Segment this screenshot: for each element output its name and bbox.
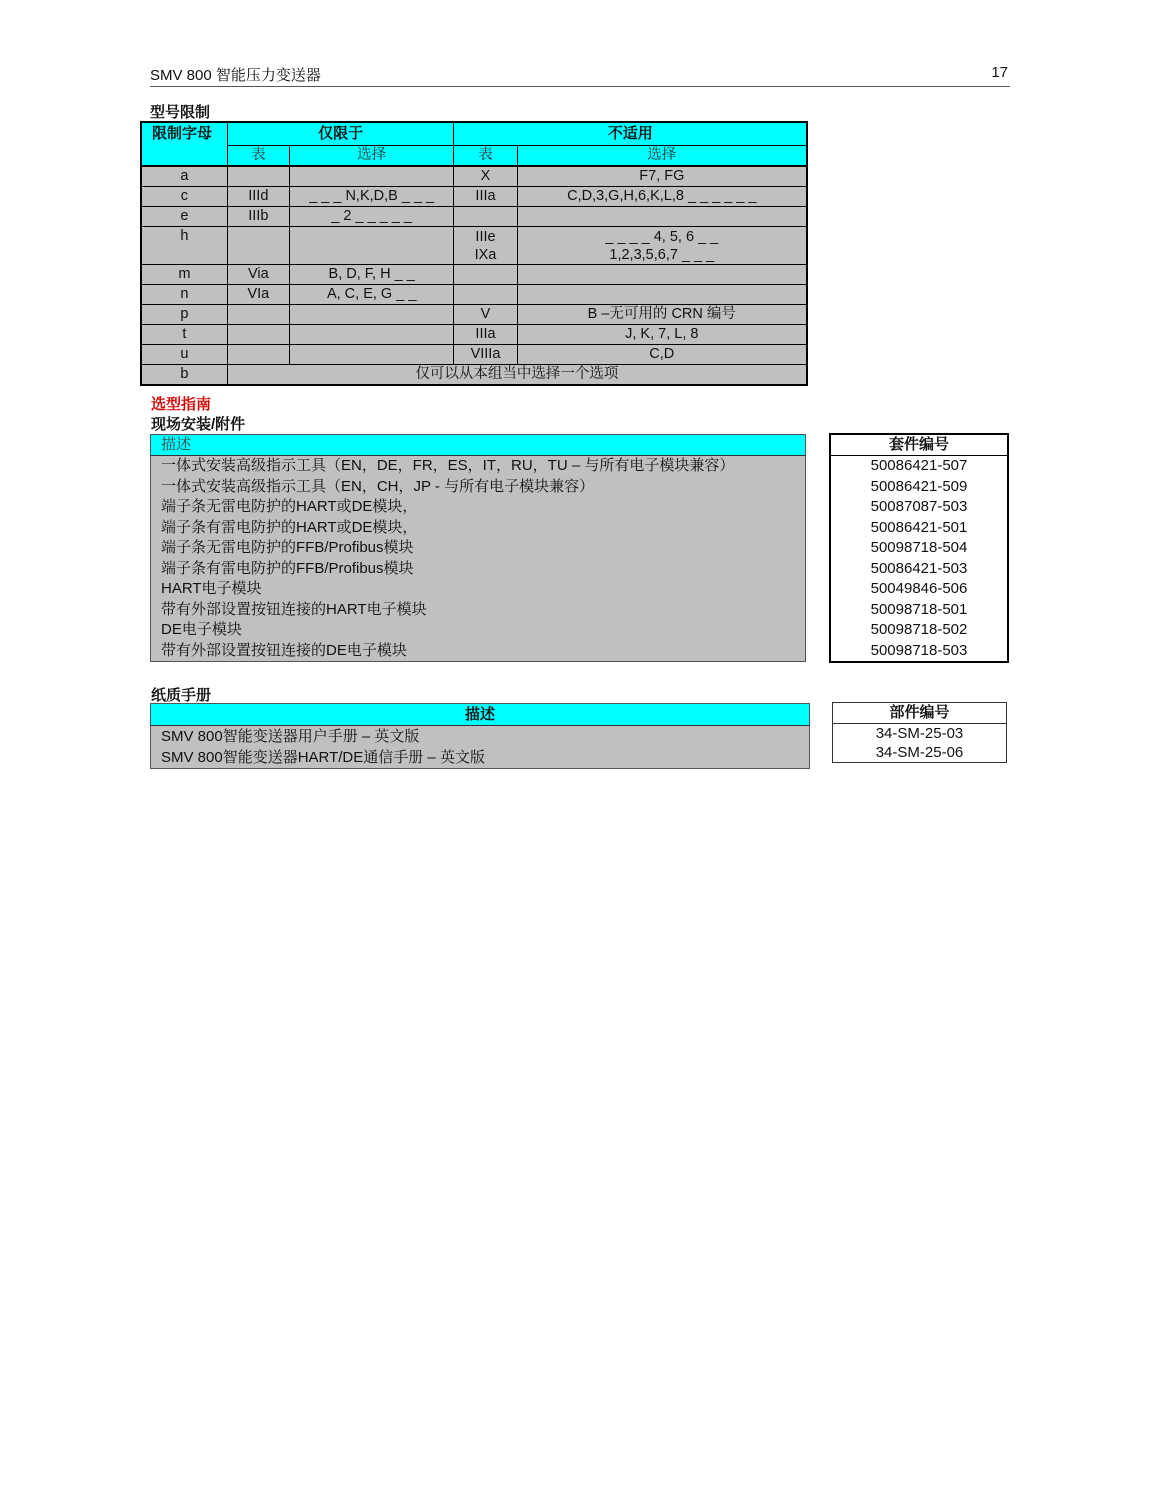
- not-selection: [517, 207, 807, 227]
- not-selection-line-1: _ _ _ _ 4, 5, 6 _ _: [605, 228, 719, 245]
- table-row: [830, 477, 1008, 498]
- col-header-letter: 限制字母: [141, 122, 227, 166]
- not-selection: C,D,3,G,H,6,K,L,8 _ _ _ _ _ _: [517, 187, 807, 207]
- only-table: [227, 345, 289, 365]
- manual-desc: SMV 800智能变送器HART/DE通信手册 – 英文版: [151, 747, 810, 769]
- not-selection: J, K, 7, L, 8: [517, 325, 807, 345]
- col-header-only-with: 仅限于: [227, 122, 454, 146]
- table-row: [151, 559, 806, 580]
- table-row: [141, 187, 807, 207]
- restriction-letter: t: [141, 325, 227, 345]
- accessories-title: 现场安装/附件: [151, 416, 246, 433]
- kit-number: 50086421-509: [870, 477, 968, 495]
- accessory-desc: 带有外部设置按钮连接的DE电子模块: [151, 641, 806, 662]
- table-row: [141, 166, 807, 187]
- not-selection-line-2: 1,2,3,5,6,7 _ _ _: [609, 246, 715, 263]
- table-row: [141, 325, 807, 345]
- table-row: [830, 538, 1008, 559]
- not-selection: F7, FG: [517, 166, 807, 187]
- table-row: [141, 345, 807, 365]
- sub-header-table: 表: [454, 146, 517, 167]
- table-row: [830, 579, 1008, 600]
- not-table: X: [454, 166, 517, 187]
- table-row: [830, 620, 1008, 641]
- accessories-table: [150, 434, 806, 662]
- sub-header-choice: 选择: [517, 146, 807, 167]
- table-row: [141, 265, 807, 285]
- manuals-desc-header: 描述: [151, 704, 810, 726]
- not-table: [454, 207, 517, 227]
- table-row: [141, 227, 807, 265]
- only-selection: A, C, E, G _ _: [289, 285, 453, 305]
- table-row: [151, 641, 806, 662]
- table-row: [830, 559, 1008, 580]
- table-row: [151, 477, 806, 498]
- col-header-not-with: 不适用: [454, 122, 807, 146]
- only-table: Via: [227, 265, 289, 285]
- kit-number: 50086421-501: [870, 518, 968, 536]
- only-selection: [289, 345, 453, 365]
- not-selection: B –无可用的 CRN 编号: [517, 305, 807, 325]
- model-restrictions-table: [140, 121, 808, 386]
- table-row: [830, 518, 1008, 539]
- table-row: [151, 497, 806, 518]
- sub-header-table: 表: [227, 146, 289, 167]
- manual-desc: SMV 800智能变送器用户手册 – 英文版: [151, 726, 810, 748]
- only-table: [227, 166, 289, 187]
- only-table: VIa: [227, 285, 289, 305]
- table-row: [830, 497, 1008, 518]
- not-table: [454, 265, 517, 285]
- accessory-desc: 一体式安装高级指示工具（EN，CH，JP - 与所有电子模块兼容）: [151, 477, 806, 498]
- kit-number: 50098718-503: [870, 641, 968, 659]
- table-row: [833, 724, 1007, 744]
- restriction-letter: c: [141, 187, 227, 207]
- restriction-letter: u: [141, 345, 227, 365]
- accessory-desc: 端子条有雷电防护的FFB/Profibus模块: [151, 559, 806, 580]
- not-table: [454, 227, 517, 265]
- table-row: [830, 641, 1008, 663]
- only-selection: [289, 227, 453, 265]
- kit-number: 50086421-503: [870, 559, 968, 577]
- manuals-table: [150, 703, 810, 769]
- kit-number: 50087087-503: [870, 498, 968, 515]
- part-number-header: 部件编号: [833, 703, 1007, 724]
- accessory-desc: 端子条无雷电防护的HART或DE模块，: [151, 497, 806, 518]
- restriction-letter: p: [141, 305, 227, 325]
- kit-number-header: 套件编号: [830, 434, 1008, 456]
- not-table: VIIIa: [454, 345, 517, 365]
- sub-header-choice: 选择: [289, 146, 453, 167]
- only-selection: [289, 325, 453, 345]
- table-row: [141, 207, 807, 227]
- not-selection: C,D: [517, 345, 807, 365]
- accessory-desc: DE电子模块: [151, 620, 806, 641]
- not-selection: [517, 265, 807, 285]
- not-table: IIIa: [454, 325, 517, 345]
- table-row: [151, 579, 806, 600]
- only-table: IIIb: [227, 207, 289, 227]
- part-number: 34-SM-25-06: [875, 744, 964, 761]
- table-row: [151, 456, 806, 477]
- table-row: [151, 518, 806, 539]
- restriction-letter: e: [141, 207, 227, 227]
- only-table: [227, 227, 289, 265]
- not-table: V: [454, 305, 517, 325]
- table-row: [141, 365, 807, 386]
- table-row: [151, 747, 810, 769]
- only-selection: B, D, F, H _ _: [289, 265, 453, 285]
- table-row: [151, 726, 810, 748]
- kit-number: 50049846-506: [870, 580, 968, 597]
- table-row: [141, 305, 807, 325]
- only-selection: [289, 166, 453, 187]
- only-table: IIId: [227, 187, 289, 207]
- only-selection: _ 2 _ _ _ _ _: [289, 207, 453, 227]
- table-row: [151, 600, 806, 621]
- only-selection: _ _ _ N,K,D,B _ _ _: [289, 187, 453, 207]
- kit-number-table: [829, 433, 1009, 663]
- accessory-desc: 端子条有雷电防护的HART或DE模块，: [151, 518, 806, 539]
- kit-number: 50098718-501: [870, 600, 968, 618]
- restriction-letter: a: [141, 166, 227, 187]
- kit-number: 50086421-507: [870, 457, 968, 474]
- not-table: IIIa: [454, 187, 517, 207]
- restriction-letter: n: [141, 285, 227, 305]
- table-row: [830, 600, 1008, 621]
- document-title: SMV 800 智能压力变送器: [150, 67, 321, 84]
- accessory-desc: 一体式安装高级指示工具（EN，DE，FR，ES，IT，RU，TU – 与所有电子模块兼容）: [151, 456, 806, 477]
- table-row: [830, 456, 1008, 477]
- not-table-line-1: IIIe: [475, 228, 496, 245]
- only-selection: [289, 305, 453, 325]
- manuals-title: 纸质手册: [151, 687, 212, 704]
- kit-number: 50098718-502: [870, 621, 968, 638]
- table-row: [151, 620, 806, 641]
- restriction-letter: m: [141, 265, 227, 285]
- accessory-desc: 端子条无雷电防护的FFB/Profibus模块: [151, 538, 806, 559]
- not-table-line-2: IXa: [474, 246, 497, 263]
- part-number: 34-SM-25-03: [875, 725, 964, 742]
- only-table: [227, 305, 289, 325]
- page-number: 17: [991, 64, 1008, 81]
- part-number-table: [832, 702, 1007, 763]
- accessories-desc-header: 描述: [151, 435, 806, 456]
- not-selection: [517, 285, 807, 305]
- merged-note: 仅可以从本组当中选择一个选项: [227, 365, 807, 386]
- only-table: [227, 325, 289, 345]
- accessory-desc: HART电子模块: [151, 579, 806, 600]
- accessory-desc: 带有外部设置按钮连接的HART电子模块: [151, 600, 806, 621]
- selection-guide-title: 选型指南: [151, 396, 212, 413]
- not-table: [454, 285, 517, 305]
- not-selection: [517, 227, 807, 265]
- table-row: [833, 743, 1007, 763]
- page-header: [150, 64, 1010, 87]
- table-row: [151, 538, 806, 559]
- table-row: [141, 285, 807, 305]
- restriction-letter: b: [141, 365, 227, 386]
- kit-number: 50098718-504: [870, 539, 968, 556]
- restriction-letter: h: [141, 227, 227, 265]
- model-restrictions-title: 型号限制: [150, 104, 211, 121]
